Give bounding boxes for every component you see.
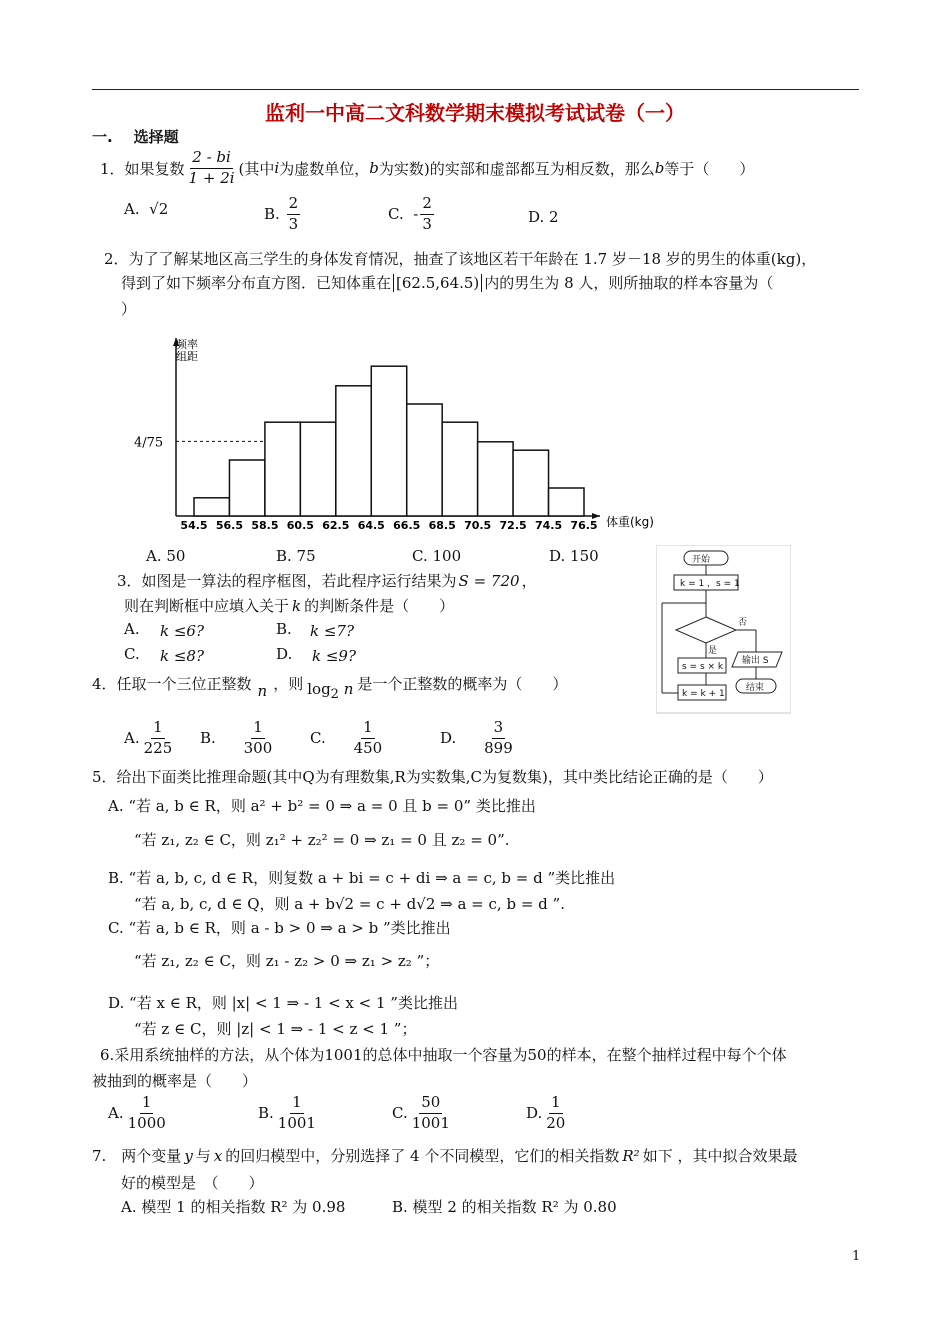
q2-line2-pre: 得到了如下频率分布直方图．已知体重在 bbox=[121, 274, 392, 292]
q2-line2 bbox=[121, 272, 773, 293]
q5-option-a-line1: A. “若 a, b ∈ R，则 a² + b² = 0 ⇒ a = 0 且 b = 0” 类比推出 bbox=[108, 797, 536, 815]
histogram-ytick-label: 4/75 bbox=[134, 435, 164, 451]
q1-stem-mid3: 为实数)的实部和虚部都互为相反数，那么 bbox=[378, 159, 655, 178]
flowchart-decision-node bbox=[676, 617, 736, 643]
q1-var-b: b bbox=[369, 159, 379, 178]
q6-option-b-den: 1001 bbox=[277, 1113, 316, 1132]
q4-option-b-den: 300 bbox=[243, 738, 273, 757]
q4-option-a-num: 1 bbox=[151, 720, 165, 739]
histogram-ylabel-part: 频率 bbox=[176, 338, 198, 351]
q1-option-c-sign: - bbox=[413, 205, 419, 224]
q5-stem: 5．给出下面类比推理命题(其中Q为有理数集,R为实数集,C为复数集)，其中类比结论正确的是（ ） bbox=[92, 768, 773, 786]
q6-line1: 6.采用系统抽样的方法，从个体为1001的总体中抽取一个容量为50的样本，在整个抽样过程中每个个体 bbox=[100, 1046, 787, 1064]
q3-option-b: k ≤7? bbox=[310, 622, 355, 640]
q3-option-d-label: D. bbox=[276, 645, 293, 663]
q4-option-d-den: 899 bbox=[484, 738, 513, 757]
q6-option-c-label: C. bbox=[392, 1104, 408, 1123]
histogram-tick-label: 54.5 bbox=[180, 519, 208, 532]
q3-line2-pre: 则在判断框中应填入关于 bbox=[124, 597, 290, 615]
q4-option-b-num: 1 bbox=[251, 720, 265, 739]
q4-option-a-den: 225 bbox=[143, 738, 173, 757]
q6-option-b bbox=[258, 1095, 320, 1132]
frequency-histogram bbox=[120, 330, 680, 540]
q4-option-d-num: 3 bbox=[492, 720, 506, 739]
flowchart-mult-label: s = s × k bbox=[682, 662, 724, 672]
histogram-bar bbox=[478, 442, 513, 516]
q1-option-b bbox=[264, 196, 302, 233]
q2-line3: ） bbox=[121, 300, 137, 318]
section-heading bbox=[92, 126, 179, 147]
histogram-bar bbox=[229, 460, 264, 516]
q1-var-i: i bbox=[274, 159, 280, 178]
q6-option-d-label: D. bbox=[526, 1104, 543, 1123]
q4-stem-mid: ，则 bbox=[273, 674, 304, 693]
histogram-tick-label: 62.5 bbox=[322, 519, 350, 532]
q1-option-d: D. 2 bbox=[528, 208, 559, 226]
q7-var-x: x bbox=[213, 1146, 223, 1165]
q1-option-b-label: B. bbox=[264, 205, 280, 224]
q1-option-c-label: C. bbox=[388, 205, 404, 224]
q4-option-b-label: B. bbox=[200, 729, 216, 748]
q7-var-y: y bbox=[184, 1146, 193, 1165]
q7-line1-pre: 7. 两个变量 bbox=[92, 1147, 182, 1165]
q1-option-c bbox=[388, 196, 436, 233]
q1-fraction bbox=[187, 150, 237, 187]
q7-r-squared: R² bbox=[622, 1146, 640, 1165]
histogram-tick-label: 68.5 bbox=[428, 519, 456, 532]
q6-option-d-den: 20 bbox=[546, 1113, 566, 1132]
q1-option-c-den: 3 bbox=[422, 214, 432, 233]
q7-line1-mid2: 的回归模型中，分别选择了 4 个不同模型，它们的相关指数 bbox=[225, 1147, 620, 1165]
q4-option-c-den: 450 bbox=[353, 738, 383, 757]
q3-option-a-label: A. bbox=[124, 620, 140, 638]
q1-stem-post: 等于（ ） bbox=[664, 159, 755, 178]
q4-option-c-label: C. bbox=[310, 729, 326, 748]
q3-line1-post: ， bbox=[521, 572, 537, 590]
histogram-bar bbox=[300, 422, 335, 516]
histogram-tick-label: 76.5 bbox=[570, 519, 598, 532]
q3-result: S = 720 bbox=[458, 571, 520, 590]
q6-option-a bbox=[108, 1095, 170, 1132]
q5-option-b-line1: B. “若 a, b, c, d ∈ R，则复数 a + bi = c + di ⇒ a = c, b = d ”类比推出 bbox=[108, 869, 616, 887]
q4-stem bbox=[92, 672, 568, 702]
q5-option-c-line1: C. “若 a, b ∈ R，则 a - b > 0 ⇒ a > b ”类比推出 bbox=[108, 919, 451, 937]
q7-option-b: B. 模型 2 的相关指数 R² 为 0.80 bbox=[392, 1198, 617, 1216]
q2-option-d: D. 150 bbox=[549, 547, 599, 565]
q5-option-d-line1: D. “若 x ∈ R，则 |x| < 1 ⇒ - 1 < x < 1 ”类比推出 bbox=[108, 994, 458, 1012]
q2-option-b: B. 75 bbox=[276, 547, 316, 565]
q3-option-d: k ≤9? bbox=[312, 647, 357, 665]
q5-option-d-line2: “若 z ∈ C，则 |z| < 1 ⇒ - 1 < z < 1 ”； bbox=[134, 1020, 417, 1038]
q3-line1-pre: 3．如图是一算法的程序框图，若此程序运行结果为 bbox=[117, 572, 457, 590]
histogram-bar bbox=[513, 450, 548, 516]
program-flowchart bbox=[656, 545, 791, 715]
q6-option-a-num: 1 bbox=[140, 1095, 154, 1114]
histogram-xlabel: 体重(kg) bbox=[606, 515, 654, 529]
histogram-bar bbox=[265, 422, 300, 516]
section-title: 选择题 bbox=[133, 128, 179, 146]
q3-option-b-label: B. bbox=[276, 620, 292, 638]
q4-option-d bbox=[440, 720, 517, 757]
q3-var-k: k bbox=[292, 596, 302, 615]
q4-stem-pre: 4．任取一个三位正整数 bbox=[92, 674, 252, 693]
q6-option-c-den: 1001 bbox=[411, 1113, 450, 1132]
q4-option-a-label: A. bbox=[124, 729, 140, 748]
q2-option-a: A. 50 bbox=[146, 547, 186, 565]
histogram-bar bbox=[336, 386, 371, 516]
q3-line2 bbox=[124, 595, 454, 616]
q4-option-a bbox=[124, 720, 176, 757]
question-1 bbox=[100, 150, 754, 187]
flowchart-inc-label: k = k + 1 bbox=[682, 689, 725, 699]
q7-line2: 好的模型是 （ ） bbox=[121, 1174, 264, 1192]
q1-option-a-value: √2 bbox=[149, 200, 169, 218]
q7-line1-post: 如下 ，其中拟合效果最 bbox=[642, 1147, 798, 1165]
q1-option-a bbox=[124, 200, 168, 218]
histogram-tick-label: 72.5 bbox=[499, 519, 527, 532]
q4-var-n: n bbox=[257, 682, 268, 700]
q4-option-b bbox=[200, 720, 276, 757]
flowchart-no-label: 否 bbox=[738, 618, 748, 628]
histogram-bar bbox=[407, 404, 442, 516]
q4-option-d-label: D. bbox=[440, 729, 457, 748]
histogram-tick-label: 66.5 bbox=[393, 519, 421, 532]
histogram-tick-label: 58.5 bbox=[251, 519, 279, 532]
q6-option-c bbox=[392, 1095, 454, 1132]
q4-log-expr bbox=[307, 680, 353, 702]
q5-option-a-line2: “若 z₁, z₂ ∈ C，则 z₁² + z₂² = 0 ⇒ z₁ = 0 且 z₂ = 0”. bbox=[134, 831, 510, 849]
q6-option-d-num: 1 bbox=[549, 1095, 563, 1114]
q2-interval: [62.5,64.5) bbox=[393, 274, 482, 292]
flowchart-yes-label: 是 bbox=[708, 646, 718, 656]
q3-line2-post: 的判断条件是（ ） bbox=[304, 597, 455, 615]
q6-option-c-num: 50 bbox=[419, 1095, 442, 1114]
header-rule bbox=[92, 89, 859, 90]
q4-option-c-num: 1 bbox=[361, 720, 375, 739]
q5-option-c-line2: “若 z₁, z₂ ∈ C，则 z₁ - z₂ > 0 ⇒ z₁ > z₂ ”； bbox=[134, 952, 440, 970]
q1-var-b2: b bbox=[654, 159, 665, 178]
q4-log-base: 2 bbox=[330, 687, 339, 702]
q3-option-c: k ≤8? bbox=[160, 647, 205, 665]
q4-log: log bbox=[307, 680, 331, 698]
q6-option-d bbox=[526, 1095, 569, 1132]
histogram-bar bbox=[549, 488, 584, 516]
q6-option-a-label: A. bbox=[108, 1104, 124, 1123]
q3-option-a: k ≤6? bbox=[160, 622, 205, 640]
q7-line1 bbox=[92, 1145, 797, 1166]
q4-option-c bbox=[310, 720, 386, 757]
histogram-tick-label: 64.5 bbox=[357, 519, 385, 532]
q6-line2: 被抽到的概率是（ ） bbox=[92, 1072, 258, 1090]
q5-option-b-line2: “若 a, b, c, d ∈ Q，则 a + b√2 = c + d√2 ⇒ a = c, b = d ”. bbox=[134, 895, 565, 913]
histogram-bar bbox=[194, 498, 229, 516]
histogram-ylabel-part: 组距 bbox=[176, 350, 198, 363]
histogram-tick-label: 60.5 bbox=[286, 519, 314, 532]
q6-option-b-num: 1 bbox=[290, 1095, 304, 1114]
histogram-bar bbox=[442, 422, 477, 516]
q6-option-b-label: B. bbox=[258, 1104, 274, 1123]
q7-option-a: A. 模型 1 的相关指数 R² 为 0.98 bbox=[121, 1198, 346, 1216]
q3-line1 bbox=[117, 570, 537, 591]
flowchart-output-label: 输出 S bbox=[742, 656, 769, 666]
flowchart-start-label: 开始 bbox=[692, 555, 711, 565]
q1-option-b-num: 2 bbox=[287, 196, 301, 215]
q1-frac-num: 2 - bi bbox=[190, 150, 233, 169]
section-number: 一. bbox=[92, 128, 113, 146]
histogram-bar bbox=[371, 366, 406, 516]
q2-line1: 2．为了了解某地区高三学生的身体发育情况，抽查了该地区若干年龄在 1.7 岁－18 岁的男生的体重(kg)， bbox=[104, 250, 817, 268]
q4-log-arg: n bbox=[343, 680, 354, 698]
histogram-tick-label: 56.5 bbox=[215, 519, 244, 532]
page-title: 监利一中高二文科数学期末模拟考试试卷（一） bbox=[265, 101, 685, 125]
q1-frac-den: 1 + 2i bbox=[188, 168, 235, 187]
q7-line1-mid1: 与 bbox=[195, 1147, 211, 1165]
histogram-ylabel bbox=[176, 337, 198, 363]
q4-stem-post: 是一个正整数的概率为（ ） bbox=[357, 674, 568, 693]
q1-stem-mid2: 为虚数单位， bbox=[279, 159, 370, 178]
q3-option-c-label: C. bbox=[124, 645, 140, 663]
flowchart-end-label: 结束 bbox=[746, 683, 765, 693]
histogram-tick-label: 70.5 bbox=[464, 519, 492, 532]
flowchart-init-label: k = 1 ，s = 1 bbox=[680, 579, 740, 589]
q1-stem-mid1: (其中 bbox=[238, 159, 275, 178]
q6-option-a-den: 1000 bbox=[127, 1113, 166, 1132]
histogram-tick-label: 74.5 bbox=[534, 519, 563, 532]
page-number: 1 bbox=[852, 1249, 861, 1264]
q1-option-a-label: A. bbox=[124, 200, 140, 218]
q2-line2-post: 内的男生为 8 人，则所抽取的样本容量为（ bbox=[484, 274, 774, 292]
q1-stem-pre: 1．如果复数 bbox=[100, 159, 185, 178]
q1-option-b-den: 3 bbox=[288, 214, 299, 233]
q2-option-c: C. 100 bbox=[412, 547, 462, 565]
q1-option-c-num: 2 bbox=[420, 196, 434, 215]
